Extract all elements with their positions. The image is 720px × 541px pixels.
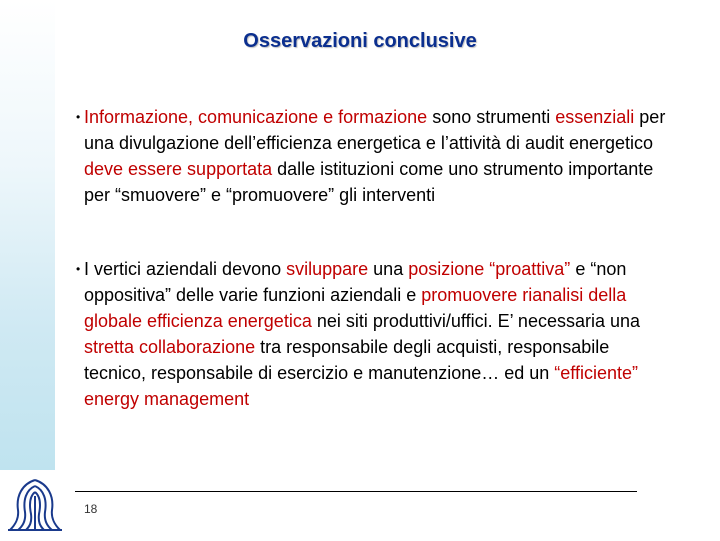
bullet-text-1 (84, 104, 676, 208)
bullet-marker: • (76, 262, 81, 276)
side-gradient-band (0, 0, 55, 470)
bullet-2-segment: nei siti produttivi/uffici. E’ necessaria una (311, 311, 641, 331)
bullet-2-segment: “efficiente” energy management (84, 363, 638, 409)
bullet-item-2 (76, 256, 676, 412)
bullet-2-segment: posizione “proattiva” (408, 259, 571, 279)
bullet-1-segment: Informazione, comunicazione e formazione (84, 107, 428, 127)
footer-divider (75, 491, 637, 492)
bullet-1-segment: essenziali (555, 107, 635, 127)
bullet-1-segment: sono strumenti (427, 107, 556, 127)
bullet-2-segment: I vertici aziendali devono (84, 259, 287, 279)
bullet-text-2 (84, 256, 676, 412)
bullet-2-segment: sviluppare (286, 259, 369, 279)
bullet-2-segment: tra responsabile degli acquisti, responsabile tecnico, responsabile di esercizio e manutenzione… ed un (84, 337, 610, 383)
bullet-1-segment: per una divulgazione dell’efficienza energetica e l’attività di audit energetico (84, 107, 666, 153)
slide-title: Osservazioni conclusive (243, 30, 477, 52)
confindustria-logo-icon (4, 474, 66, 541)
bullet-2-segment: e “non oppositiva” delle varie funzioni aziendali e (84, 259, 627, 305)
bullet-item-1 (76, 104, 676, 208)
bullet-1-segment: deve essere supportata (84, 159, 273, 179)
bullet-2-segment: promuovere rianalisi della globale efficienza energetica (84, 285, 627, 331)
page-number: 18 (84, 502, 98, 516)
bullet-1-segment: dalle istituzioni come uno strumento importante per “smuovere” e “promuovere” gli interventi (84, 159, 654, 205)
bullet-2-segment: stretta collaborazione (84, 337, 256, 357)
bullet-marker: • (76, 110, 81, 124)
bullet-2-segment: una (368, 259, 409, 279)
